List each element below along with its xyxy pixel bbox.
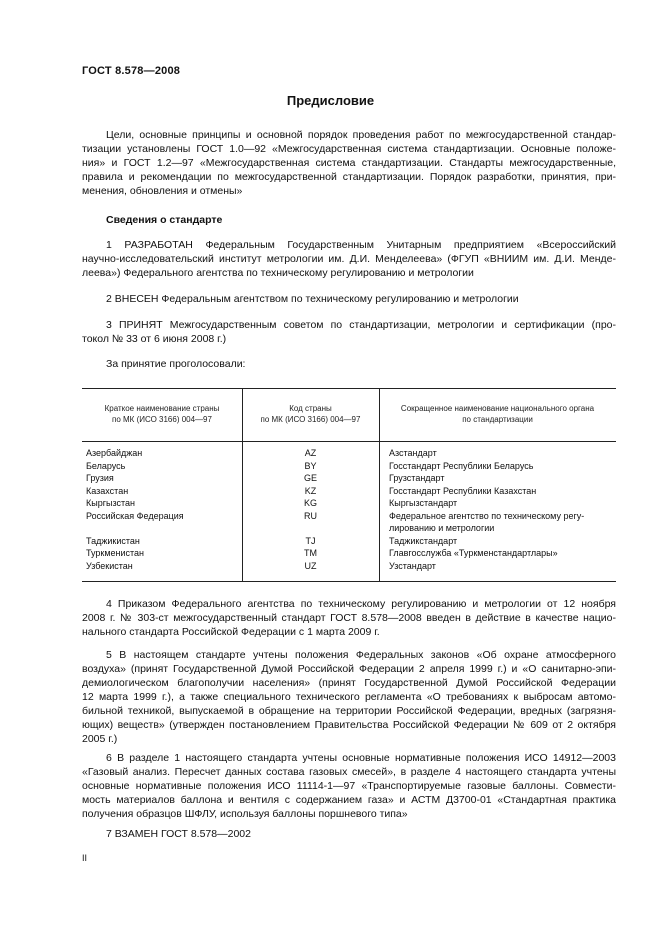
page-number: II	[82, 853, 88, 863]
code-cell: BY	[304, 460, 317, 471]
header-line: по МК (ИСО 3166) 004—97	[260, 415, 361, 424]
body-cell: Таджикстандарт	[389, 535, 458, 546]
text-line: 2008 г. № 303-ст межгосударственный стандарт ГОСТ 8.578—2008 введен в действие в качестве нацио-	[82, 612, 616, 624]
standard-body-column	[389, 447, 613, 572]
code-cell: GE	[303, 473, 317, 483]
header-line: Код страны	[289, 404, 332, 413]
page-title: Предисловие	[286, 93, 375, 108]
intro-paragraph	[82, 128, 616, 198]
country-cell: Азербайджан	[86, 448, 143, 458]
header-code	[242, 403, 379, 425]
item-4-paragraph	[82, 597, 616, 639]
country-cell: Таджикистан	[86, 535, 140, 546]
country-cell: Кыргызстан	[86, 498, 135, 508]
text-line: 3 ПРИНЯТ Межгосударственным советом по стандартизации, метрологии и сертификации (про-	[106, 319, 616, 331]
text-line: леева») Федерального агентства по техническому регулированию и метрологии	[82, 267, 474, 279]
text-line: За принятие проголосовали:	[106, 358, 246, 370]
header-standard-body	[379, 403, 616, 425]
text-line: демиологическом благополучии населения» (принят Государственной Думой Российской Федерации	[82, 677, 616, 689]
text-line: 12 марта 1999 г.), а также специального технического регламента «О требованиях к выбросам автомо-	[82, 691, 616, 703]
header-line: Сокращенное наименование национального органа	[400, 404, 595, 413]
body-cell: лированию и метрологии	[389, 523, 495, 533]
item-2-paragraph	[82, 292, 616, 306]
code-cell: AZ	[304, 448, 317, 458]
text-line: ния» и ГОСТ 1.2—97 «Межгосударственная система стандартизации. Стандарты межгосударственные,	[82, 157, 616, 169]
text-line: менения, обновления и отмены»	[82, 185, 243, 197]
text-line: основные нормативные положения ИСО 11114-1—97 «Транспортируемые газовые баллоны. Совмести-	[82, 780, 616, 792]
text-line: 1 РАЗРАБОТАН Федеральным Государственным Унитарным предприятием «Всероссийский	[106, 239, 616, 251]
code-cell	[242, 522, 379, 535]
item-7-paragraph	[82, 827, 616, 841]
text-line: нального стандарта Российской Федерации с 1 марта 2009 г.	[82, 626, 380, 638]
text-line: Цели, основные принципы и основной порядок проведения работ по межгосударственной стандар-	[106, 129, 616, 141]
country-cell: Узбекистан	[86, 560, 133, 571]
header-divider	[82, 441, 616, 442]
country-cell: Казахстан	[86, 485, 129, 496]
item-3-paragraph	[82, 318, 616, 346]
voting-table	[82, 388, 616, 582]
document-id: ГОСТ 8.578—2008	[82, 65, 181, 77]
country-cell: Российская Федерация	[86, 510, 184, 521]
country-cell: Туркменистан	[86, 548, 145, 558]
text-line: 7 ВЗАМЕН ГОСТ 8.578—2002	[106, 828, 251, 840]
text-line: 4 Приказом Федерального агентства по техническому регулированию и метрологии от 12 ноября	[106, 598, 616, 610]
text-line: 2 ВНЕСЕН Федеральным агентством по техническому регулированию и метрологии	[106, 293, 519, 305]
code-cell: TJ	[305, 535, 316, 546]
text-line: бильной техникой, выпускаемой в обращение на территории Российской Федерации, вредных (загрязня-	[82, 705, 616, 717]
item-5-paragraph	[82, 648, 616, 746]
body-cell: Госстандарт Республики Казахстан	[389, 485, 537, 496]
code-cell: KG	[303, 498, 317, 508]
text-line: ющих) веществ» (утвержден постановлением Правительства Российской Федерации № 609 от 2 октября	[82, 719, 616, 731]
text-line: тизации установлены ГОСТ 1.0—92 «Межгосударственная система стандартизации. Основные положе-	[82, 143, 616, 155]
text-line: токол № 33 от 6 июня 2008 г.)	[82, 333, 227, 345]
text-line: воздуха» (принят Государственной Думой Российской Федерации 2 апреля 1999 г.) и «О санитарно-эпи-	[82, 663, 616, 675]
section-heading: Сведения о стандарте	[106, 214, 223, 226]
body-cell: Федеральное агентство по техническому регу-	[389, 510, 585, 521]
voted-label	[82, 357, 616, 371]
header-country	[82, 403, 242, 425]
country-cell: Беларусь	[86, 460, 126, 471]
item-6-paragraph	[82, 751, 616, 821]
code-cell: RU	[304, 510, 317, 521]
header-line: по стандартизации	[462, 415, 533, 424]
header-line: по МК (ИСО 3166) 004—97	[112, 415, 212, 424]
text-line: правила и рекомендации по межгосударственной стандартизации. Порядок разработки, принятия, при-	[82, 171, 616, 183]
item-1-paragraph	[82, 238, 616, 280]
text-line: научно-исследовательский институт метрологии им. Д.И. Менделеева» (ФГУП «ВНИИМ им. Д.И. Менде-	[82, 253, 616, 265]
code-column	[242, 447, 379, 572]
text-line: мость материалов баллона и вентиля с содержанием газа» и АСТМ Д3700-01 «Стандартная практика	[82, 794, 616, 806]
text-line: «Газовый анализ. Пересчет данных состава газовых смесей», в разделе 4 настоящего стандарта учтены	[82, 766, 616, 778]
country-cell	[86, 522, 238, 535]
text-line: получения образцов ШФЛУ, используя баллоны поршневого типа»	[82, 808, 408, 820]
body-cell: Кыргызстандарт	[389, 498, 458, 508]
body-cell: Госстандарт Республики Беларусь	[389, 460, 534, 471]
body-cell: Грузстандарт	[389, 473, 445, 483]
code-cell: TM	[304, 548, 317, 558]
body-cell: Азстандарт	[389, 448, 437, 458]
body-cell: Главгосслужба «Туркменстандартлары»	[389, 548, 558, 558]
header-line: Краткое наименование страны	[104, 404, 220, 413]
code-cell: KZ	[304, 485, 317, 496]
country-cell: Грузия	[86, 473, 114, 483]
code-cell: UZ	[304, 560, 317, 571]
text-line: 5 В настоящем стандарте учтены положения Федеральных законов «Об охране атмосферного	[106, 649, 616, 661]
text-line: 2005 г.)	[82, 733, 118, 745]
text-line: 6 В разделе 1 настоящего стандарта учтены основные нормативные положения ИСО 14912—2003	[106, 752, 616, 764]
body-cell: Узстандарт	[389, 560, 436, 571]
country-column	[86, 447, 238, 572]
